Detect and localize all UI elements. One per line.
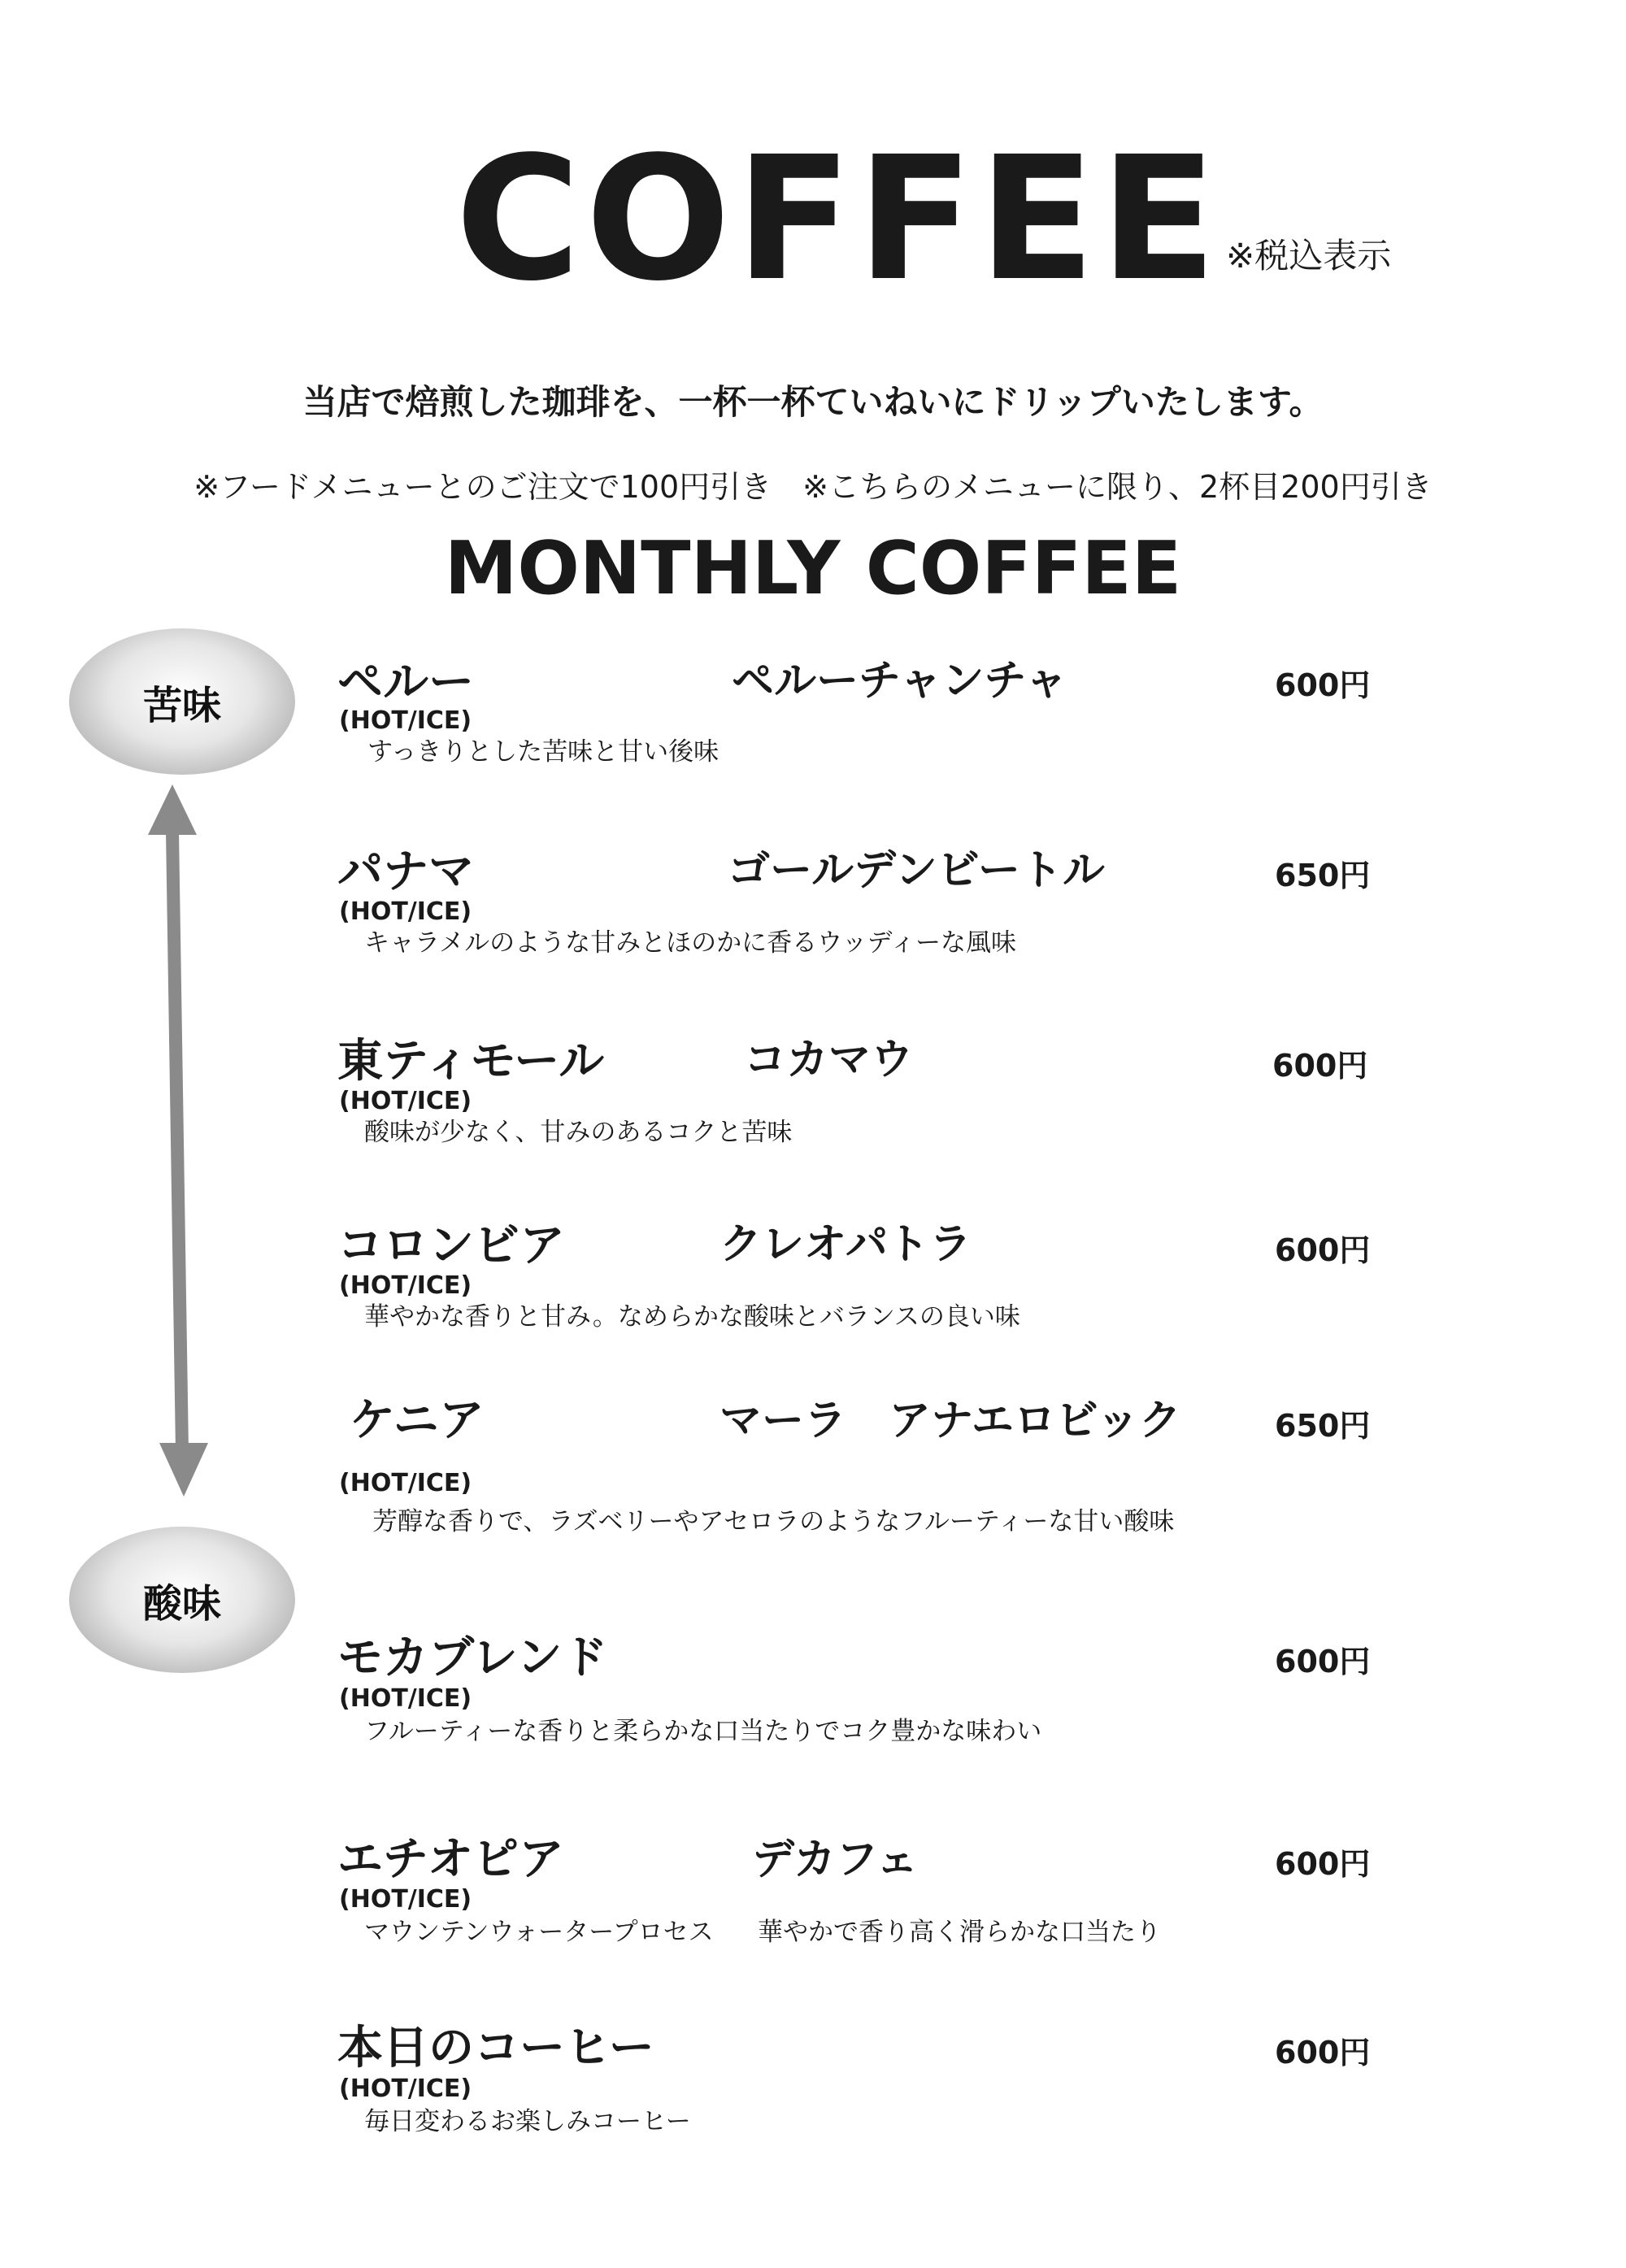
tax-note: ※税込表示 xyxy=(1226,236,1392,276)
item-name: 本日のコーヒー xyxy=(337,2022,654,2075)
item-price: 600円 xyxy=(1275,2035,1371,2070)
item-hot-ice: (HOT/ICE) xyxy=(339,1885,472,1914)
item-hot-ice: (HOT/ICE) xyxy=(339,706,472,735)
taste-scale-arrow-icon xyxy=(146,784,211,1500)
item-description: 芳醇な香りで、ラズベリーやアセロラのようなフルーティーな甘い酸味 xyxy=(372,1507,1175,1536)
item-name: 東ティモール xyxy=(337,1035,605,1088)
item-description: 華やかな香りと甘み。なめらかな酸味とバランスの良い味 xyxy=(364,1302,1020,1332)
item-price: 600円 xyxy=(1275,1846,1371,1882)
item-description: マウンテンウォータープロセス xyxy=(364,1918,714,1947)
sour-label: 酸味 xyxy=(69,1527,295,1673)
item-variety: マーラ アナエロビック xyxy=(720,1397,1181,1445)
item-name: ペルー xyxy=(337,656,474,709)
bitter-label: 苦味 xyxy=(69,628,295,775)
discount-note: ※フードメニューとのご注文で100円引き ※こちらのメニューに限り、2杯目200円引き xyxy=(193,469,1433,505)
item-variety: ゴールデンビートル xyxy=(728,846,1105,895)
item-price: 600円 xyxy=(1272,1048,1368,1084)
item-variety: デカフェ xyxy=(752,1836,919,1884)
item-name: ケニア xyxy=(350,1394,485,1447)
item-price: 650円 xyxy=(1275,1408,1371,1444)
item-hot-ice: (HOT/ICE) xyxy=(339,1271,472,1300)
item-name: コロンビア xyxy=(337,1219,565,1272)
item-variety: ペルーチャンチャ xyxy=(732,657,1067,706)
item-price: 650円 xyxy=(1275,858,1371,893)
item-name: パナマ xyxy=(337,845,474,898)
item-hot-ice: (HOT/ICE) xyxy=(339,2075,472,2103)
page-title: COFFEE xyxy=(455,119,1222,319)
item-price: 600円 xyxy=(1275,667,1371,703)
item-name: エチオピア xyxy=(337,1833,564,1886)
item-hot-ice: (HOT/ICE) xyxy=(339,1469,472,1497)
item-variety: コカマウ xyxy=(744,1036,914,1084)
item-description: 毎日変わるお楽しみコーヒー xyxy=(364,2107,691,2136)
item-hot-ice: (HOT/ICE) xyxy=(339,1087,472,1115)
item-price: 600円 xyxy=(1275,1232,1371,1268)
item-description: すっきりとした苦味と甘い後味 xyxy=(367,737,720,767)
item-hot-ice: (HOT/ICE) xyxy=(339,897,472,926)
item-variety: クレオパトラ xyxy=(720,1220,972,1269)
section-title: MONTHLY COFFEE xyxy=(444,526,1182,611)
tagline: 当店で焙煎した珈琲を、一杯一杯ていねいにドリップいたします。 xyxy=(302,382,1324,422)
item-description: キャラメルのような甘みとほのかに香るウッディーな風味 xyxy=(364,928,1016,958)
item-name: モカブレンド xyxy=(337,1631,608,1684)
item-description-secondary: 華やかで香り高く滑らかな口当たり xyxy=(758,1918,1161,1947)
item-description: 酸味が少なく、甘みのあるコクと苦味 xyxy=(364,1118,793,1147)
item-price: 600円 xyxy=(1275,1644,1371,1679)
item-description: フルーティーな香りと柔らかな口当たりでコク豊かな味わい xyxy=(364,1717,1042,1746)
item-hot-ice: (HOT/ICE) xyxy=(339,1684,472,1713)
